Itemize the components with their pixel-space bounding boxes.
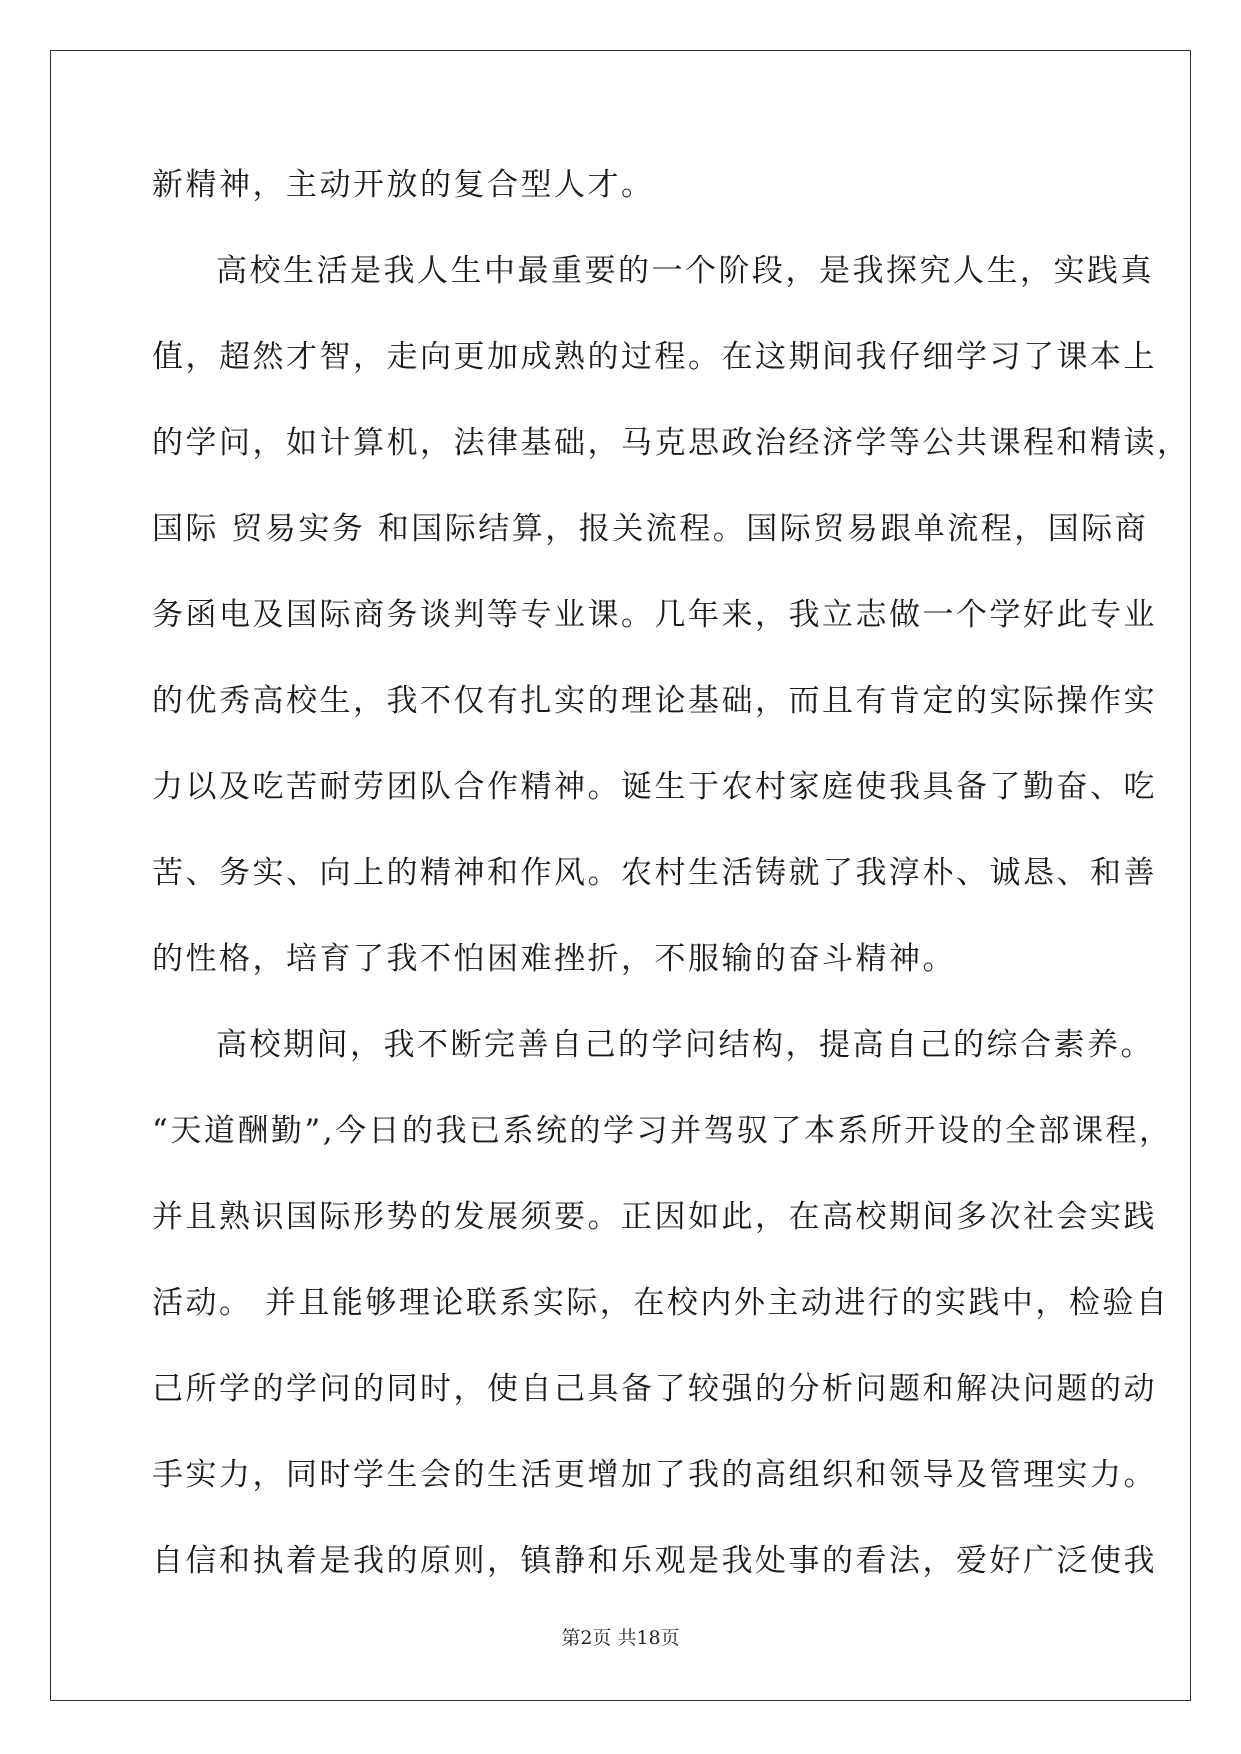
paragraph-start-line: 高校期间，我不断完善自己的学问结构，提高自己的综合素养。 <box>216 1027 1154 1063</box>
paragraph-start-line: 高校生活是我人生中最重要的一个阶段，是我探究人生，实践真 <box>216 253 1154 289</box>
body-line: 务函电及国际商务谈判等专业课。几年来，我立志做一个学好此专业 <box>152 597 1157 633</box>
body-line: 国际 贸易实务 和国际结算，报关流程。国际贸易跟单流程，国际商 <box>152 511 1149 547</box>
body-line: 的优秀高校生，我不仅有扎实的理论基础，而且有肯定的实际操作实 <box>152 683 1157 719</box>
body-line: 值，超然才智，走向更加成熟的过程。在这期间我仔细学习了课本上 <box>152 339 1157 375</box>
body-line: 的性格，培育了我不怕困难挫折，不服输的奋斗精神。 <box>152 941 956 977</box>
body-line: 力以及吃苦耐劳团队合作精神。诞生于农村家庭使我具备了勤奋、吃 <box>152 769 1157 805</box>
body-line: 自信和执着是我的原则，镇静和乐观是我处事的看法，爱好广泛使我 <box>152 1543 1157 1579</box>
page-number: 第2页 共18页 <box>561 1627 680 1649</box>
body-line: “天道酬勤”,今日的我已系统的学习并驾驭了本系所开设的全部课程， <box>152 1113 1173 1149</box>
body-line: 的学问，如计算机，法律基础，马克思政治经济学等公共课程和精读， <box>152 425 1191 461</box>
document-body <box>152 160 1191 1622</box>
body-line: 手实力，同时学生会的生活更增加了我的高组织和领导及管理实力。 <box>152 1457 1157 1493</box>
body-line: 活动。 并且能够理论联系实际，在校内外主动进行的实践中，检验自 <box>152 1285 1170 1321</box>
body-line: 苦、务实、向上的精神和作风。农村生活铸就了我淳朴、诚恳、和善 <box>152 855 1157 891</box>
body-line: 并且熟识国际形势的发展须要。正因如此，在高校期间多次社会实践 <box>152 1199 1157 1235</box>
body-line: 新精神，主动开放的复合型人才。 <box>152 167 655 203</box>
body-line: 己所学的学问的同时，使自己具备了较强的分析问题和解决问题的动 <box>152 1371 1157 1407</box>
